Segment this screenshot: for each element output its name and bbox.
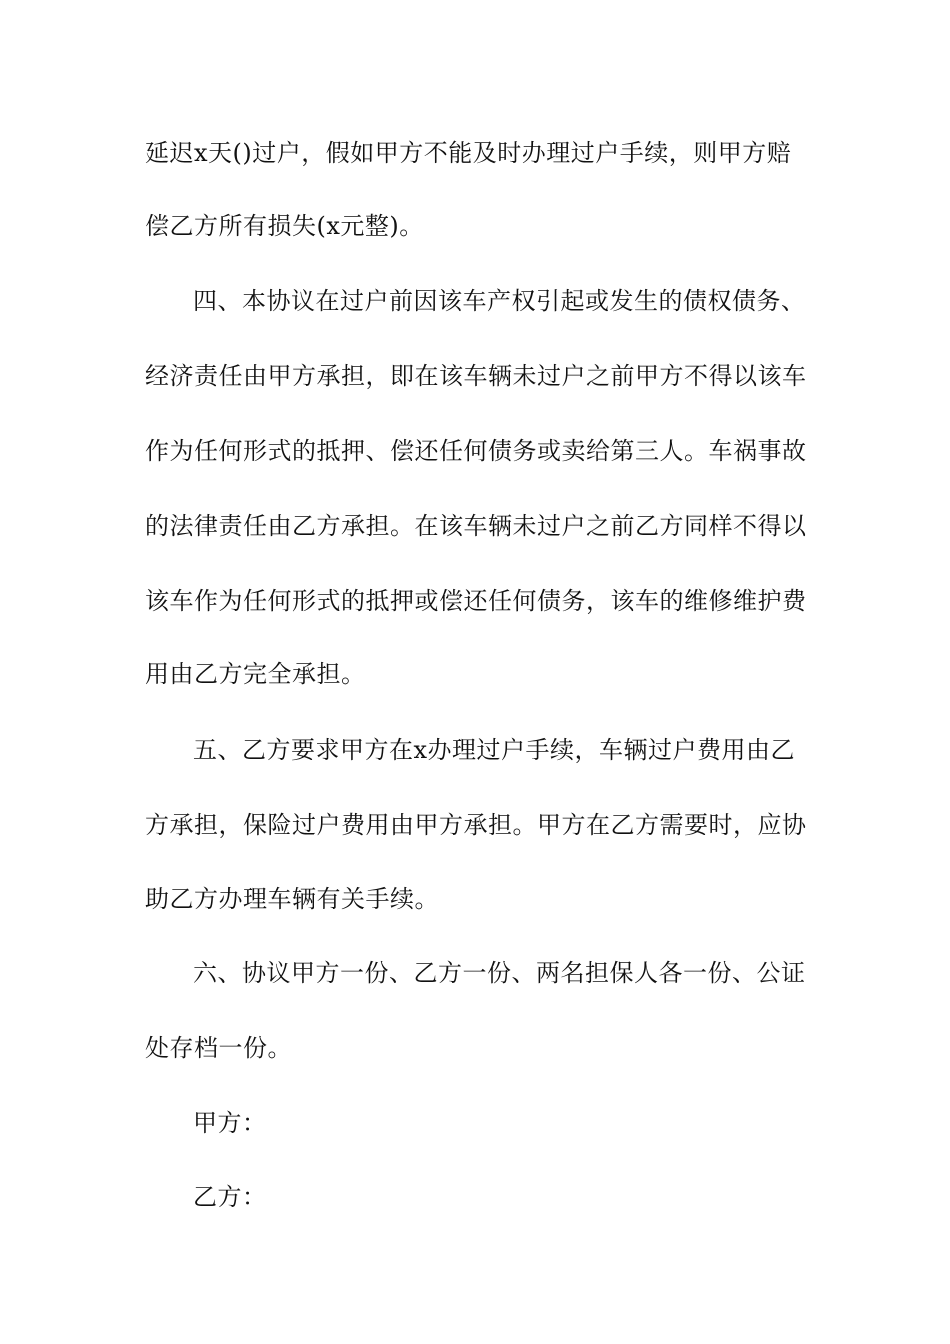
text-line: 的法律责任由乙方承担。在该车辆未过户之前乙方同样不得以 (145, 512, 807, 540)
text-line: 用由乙方完全承担。 (145, 660, 366, 688)
text-line: 助乙方办理车辆有关手续。 (145, 885, 439, 913)
text-line: 该车作为任何形式的抵押或偿还任何债务，该车的维修维护费 (145, 587, 807, 615)
text-line: 延迟x天()过户，假如甲方不能及时办理过户手续，则甲方赔 (145, 139, 792, 167)
text-line: 方承担，保险过户费用由甲方承担。甲方在乙方需要时，应协 (145, 811, 807, 839)
party-b-signature-label: 乙方： (193, 1183, 267, 1211)
text-line: 处存档一份。 (145, 1034, 292, 1062)
text-line: 偿乙方所有损失(x元整)。 (145, 212, 424, 240)
clause-4-line: 四、本协议在过户前因该车产权引起或发生的债权债务、 (193, 287, 806, 315)
clause-6-line: 六、协议甲方一份、乙方一份、两名担保人各一份、公证 (193, 959, 806, 987)
clause-5-line: 五、乙方要求甲方在x办理过户手续，车辆过户费用由乙 (193, 736, 796, 764)
party-a-signature-label: 甲方： (193, 1109, 267, 1137)
text-line: 作为任何形式的抵押、偿还任何债务或卖给第三人。车祸事故 (145, 437, 807, 465)
text-line: 经济责任由甲方承担，即在该车辆未过户之前甲方不得以该车 (145, 362, 807, 390)
